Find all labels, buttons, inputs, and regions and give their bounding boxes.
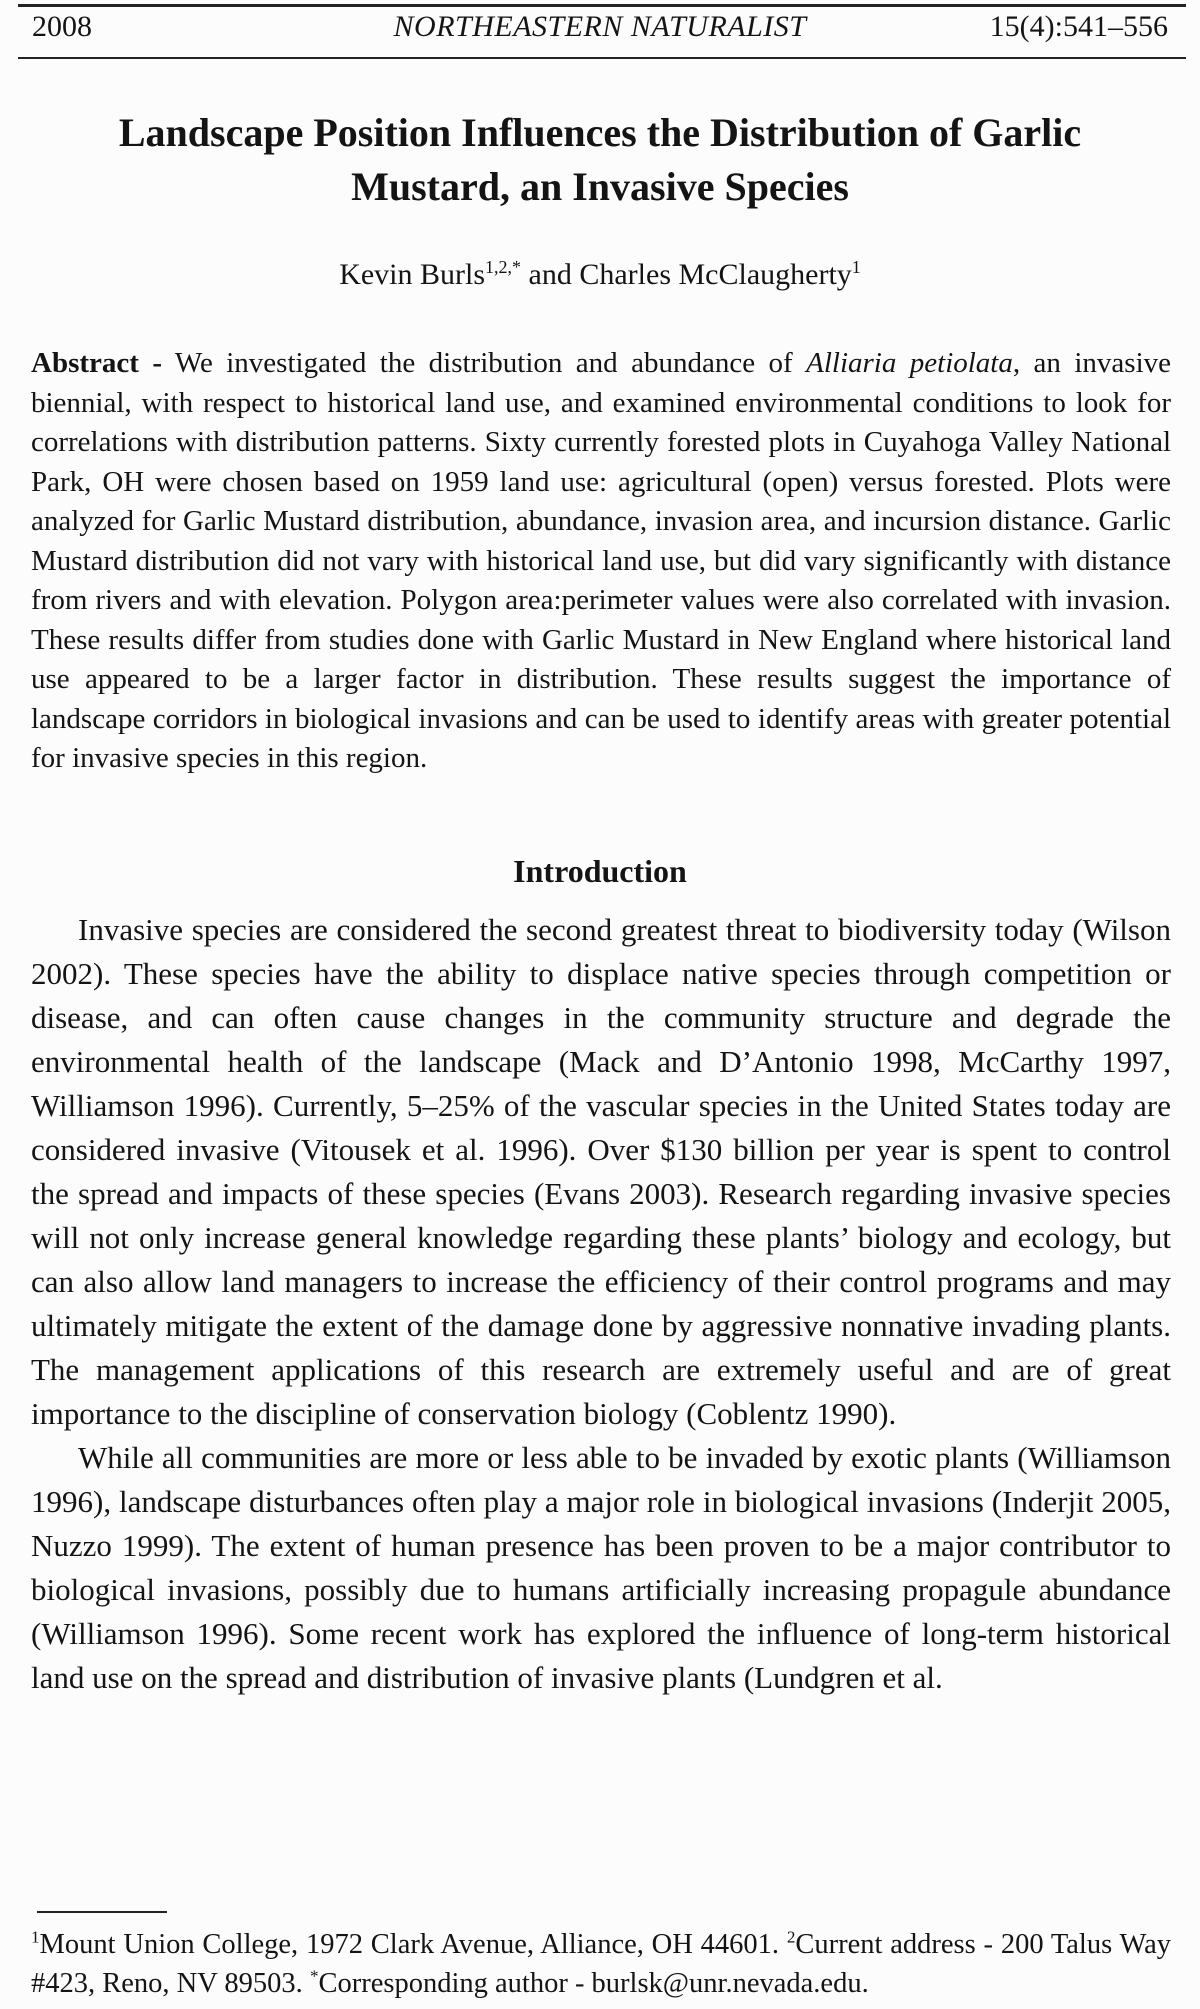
footnote-rule <box>37 1911 167 1913</box>
footnote-corresponding-author: Corresponding author - burlsk@unr.nevada.edu. <box>318 1968 869 1999</box>
article-title: Landscape Position Influences the Distribution of Garlic Mustard, an Invasive Species <box>118 110 1082 209</box>
authors-line <box>0 258 1200 292</box>
abstract-label: Abstract - <box>31 347 162 379</box>
introduction-paragraph-2: While all communities are more or less able to be invaded by exotic plants (Williamson 1996), landscape disturbances often play a major role in biological invasions (Inderjit 2005, Nuzzo 1999). The extent of human presence has been proven to be a major contributor to biological invasions, possibly due to humans artificially increasing propagule abundance (Williamson 1996). Some recent work has explored the influence of long-term historical land use on the spread and distribution of invasive plants (Lundgren et al. <box>31 1440 1171 1695</box>
footnote-sup-1: 1 <box>31 1927 40 1947</box>
author-name-2: Charles McClaugherty <box>579 258 852 291</box>
authors-connector: and <box>528 258 572 291</box>
top-rule <box>18 4 1186 7</box>
footnote-block <box>31 1911 1171 2003</box>
header-citation: 15(4):541–556 <box>989 10 1168 43</box>
abstract-text-pre: We investigated the distribution and abundance of <box>162 347 807 379</box>
running-header <box>32 10 1168 44</box>
footnote-sup-2: 2 <box>786 1927 796 1947</box>
abstract-text-post: , an invasive biennial, with respect to historical land use, and examined environmental conditions to look for correlations with distribution patterns. Sixty currently forested plots in Cuyahoga Valley National Park, OH were chosen based on 1959 land use: agricultural (open) versus forested. Plots were analyzed for Garlic Mustard distribution, abundance, invasion area, and incursion distance. Garlic Mustard distribution did not vary with historical land use, but did vary significantly with distance from rivers and with elevation. Polygon area:perimeter values were also correlated with invasion. These results differ from studies done with Garlic Mustard in New England where historical land use appeared to be a larger factor in distribution. These results suggest the importance of landscape corridors in biological invasions and can be used to identify areas with greater potential for invasive species in this region. <box>31 347 1171 774</box>
author-affiliation-sup-2: 1 <box>851 257 861 277</box>
abstract-species-name: Alliaria petiolata <box>806 347 1013 379</box>
footnote-current-address: Current address - 200 Talus Way #423, Reno, NV 89503. <box>31 1929 1172 1999</box>
author-name-1: Kevin Burls <box>339 258 486 291</box>
footnote-affiliation-1: Mount Union College, 1972 Clark Avenue, Alliance, OH 44601. <box>39 1929 787 1960</box>
header-divider-rule <box>18 57 1186 59</box>
header-journal-name: NORTHEASTERN NATURALIST <box>393 10 807 43</box>
header-year: 2008 <box>32 10 92 43</box>
introduction-body <box>31 908 1171 1866</box>
introduction-paragraph-1: Invasive species are considered the second greatest threat to biodiversity today (Wilson 2002). These species have the ability to displace native species through competition or disease, and can often cause changes in the community structure and degrade the environmental health of the landscape (Mack and D’Antonio 1998, McCarthy 1997, Williamson 1996). Currently, 5–25% of the vascular species in the United States today are considered invasive (Vitousek et al. 1996). Over $130 billion per year is spent to control the spread and impacts of these species (Evans 2003). Research regarding invasive species will not only increase general knowledge regarding these plants’ biology and ecology, but can also allow land managers to increase the efficiency of their control programs and may ultimately mitigate the extent of the damage done by aggressive nonnative invading plants. The management applications of this research are extremely useful and are of great importance to the discipline of conservation biology (Coblentz 1990). <box>31 912 1171 1431</box>
author-affiliation-sup-1: 1,2,* <box>485 257 522 277</box>
abstract-paragraph <box>31 344 1171 779</box>
footnote-text <box>31 1925 1171 2003</box>
footnote-sup-asterisk: * <box>309 1966 319 1986</box>
introduction-heading: Introduction <box>513 853 687 889</box>
